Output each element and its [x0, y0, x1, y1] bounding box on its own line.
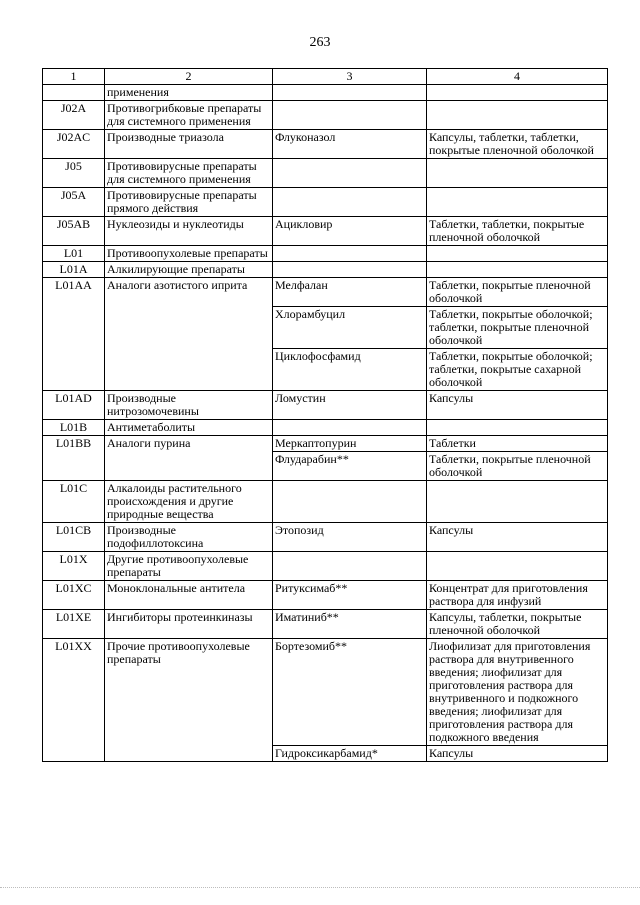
dosage-form: [427, 246, 608, 262]
atc-code: J05A: [43, 188, 105, 217]
group-name: Алкилирующие препараты: [105, 262, 273, 278]
dosage-form: Таблетки, покрытые пленочной оболочкой: [427, 278, 608, 307]
table-row: [43, 85, 608, 101]
atc-code: L01C: [43, 481, 105, 523]
dosage-form: Капсулы, таблетки, покрытые пленочной оболочкой: [427, 610, 608, 639]
group-name: Моноклональные антитела: [105, 581, 273, 610]
column-header-2: 2: [105, 69, 273, 85]
dosage-form: Таблетки, покрытые оболочкой; таблетки, покрытые сахарной оболочкой: [427, 349, 608, 391]
dosage-form: [427, 101, 608, 130]
dosage-form: [427, 262, 608, 278]
dosage-form: [427, 552, 608, 581]
table-row: [43, 581, 608, 610]
group-name: Прочие противоопухолевые препараты: [105, 639, 273, 762]
table-row: [43, 217, 608, 246]
drug-name: [273, 188, 427, 217]
dosage-form: Капсулы: [427, 391, 608, 420]
dosage-form: Таблетки, таблетки, покрытые пленочной оболочкой: [427, 217, 608, 246]
atc-code: J05: [43, 159, 105, 188]
table-row: [43, 610, 608, 639]
table-row: [43, 246, 608, 262]
table-row: [43, 262, 608, 278]
drug-name: [273, 159, 427, 188]
group-name: Ингибиторы протеинкиназы: [105, 610, 273, 639]
atc-code: L01XX: [43, 639, 105, 762]
group-name: Производные триазола: [105, 130, 273, 159]
group-name: Производные подофиллотоксина: [105, 523, 273, 552]
column-header-1: 1: [43, 69, 105, 85]
table-header-row: [43, 69, 608, 85]
table-row: [43, 130, 608, 159]
drug-name: Флударабин**: [273, 452, 427, 481]
column-header-3: 3: [273, 69, 427, 85]
table-row: [43, 420, 608, 436]
group-name: Противовирусные препараты прямого действия: [105, 188, 273, 217]
atc-code: J05AB: [43, 217, 105, 246]
atc-code: L01XC: [43, 581, 105, 610]
dosage-form: [427, 420, 608, 436]
table-row: [43, 552, 608, 581]
table-row: [43, 159, 608, 188]
table-row: [43, 391, 608, 420]
scan-edge-line: [0, 887, 640, 889]
dosage-form: [427, 85, 608, 101]
drug-name: Бортезомиб**: [273, 639, 427, 746]
drug-name: Гидроксикарбамид*: [273, 746, 427, 762]
group-name: Производные нитрозомочевины: [105, 391, 273, 420]
drug-name: Иматиниб**: [273, 610, 427, 639]
dosage-form: Лиофилизат для приготовления раствора для внутривенного введения; лиофилизат для приготовления раствора для внутривенного и подкожного введения; лиофилизат для приготовления раствора для подкожного введения: [427, 639, 608, 746]
drug-name: Ломустин: [273, 391, 427, 420]
drug-name: [273, 85, 427, 101]
table-row: [43, 481, 608, 523]
atc-code: L01A: [43, 262, 105, 278]
drug-name: [273, 101, 427, 130]
dosage-form: Капсулы: [427, 746, 608, 762]
drug-name: [273, 262, 427, 278]
group-name: Противоопухолевые препараты: [105, 246, 273, 262]
dosage-form: Таблетки: [427, 436, 608, 452]
dosage-form: Таблетки, покрытые оболочкой; таблетки, покрытые пленочной оболочкой: [427, 307, 608, 349]
dosage-form: [427, 481, 608, 523]
drug-name: Ацикловир: [273, 217, 427, 246]
atc-code: L01BB: [43, 436, 105, 481]
group-name: Аналоги пурина: [105, 436, 273, 481]
group-name: Противовирусные препараты для системного применения: [105, 159, 273, 188]
drug-name: Мелфалан: [273, 278, 427, 307]
atc-code: J02A: [43, 101, 105, 130]
dosage-form: [427, 188, 608, 217]
drug-name: [273, 420, 427, 436]
atc-code: L01: [43, 246, 105, 262]
drug-name: Флуконазол: [273, 130, 427, 159]
atc-code: L01AA: [43, 278, 105, 391]
group-name: Нуклеозиды и нуклеотиды: [105, 217, 273, 246]
drug-name: Циклофосфамид: [273, 349, 427, 391]
group-name: Другие противоопухолевые препараты: [105, 552, 273, 581]
drug-name: [273, 552, 427, 581]
medication-table: [42, 68, 608, 762]
atc-code: L01B: [43, 420, 105, 436]
table-row: [43, 639, 608, 746]
table-row: [43, 101, 608, 130]
group-name: Противогрибковые препараты для системного применения: [105, 101, 273, 130]
group-name: Аналоги азотистого иприта: [105, 278, 273, 391]
atc-code: [43, 85, 105, 101]
atc-code: L01X: [43, 552, 105, 581]
drug-name: Хлорамбуцил: [273, 307, 427, 349]
drug-name: [273, 246, 427, 262]
table-row: [43, 523, 608, 552]
dosage-form: Таблетки, покрытые пленочной оболочкой: [427, 452, 608, 481]
group-name: Антиметаболиты: [105, 420, 273, 436]
page-number: 263: [309, 35, 331, 50]
atc-code: L01AD: [43, 391, 105, 420]
dosage-form: Капсулы, таблетки, таблетки, покрытые пленочной оболочкой: [427, 130, 608, 159]
dosage-form: [427, 159, 608, 188]
drug-name: [273, 481, 427, 523]
column-header-4: 4: [427, 69, 608, 85]
group-name: применения: [105, 85, 273, 101]
dosage-form: Концентрат для приготовления раствора для инфузий: [427, 581, 608, 610]
atc-code: L01XE: [43, 610, 105, 639]
table-row: [43, 278, 608, 307]
dosage-form: Капсулы: [427, 523, 608, 552]
drug-name: Ритуксимаб**: [273, 581, 427, 610]
atc-code: J02AC: [43, 130, 105, 159]
drug-name: Этопозид: [273, 523, 427, 552]
atc-code: L01CB: [43, 523, 105, 552]
table-row: [43, 436, 608, 452]
table-row: [43, 188, 608, 217]
group-name: Алкалоиды растительного происхождения и другие природные вещества: [105, 481, 273, 523]
drug-name: Меркаптопурин: [273, 436, 427, 452]
